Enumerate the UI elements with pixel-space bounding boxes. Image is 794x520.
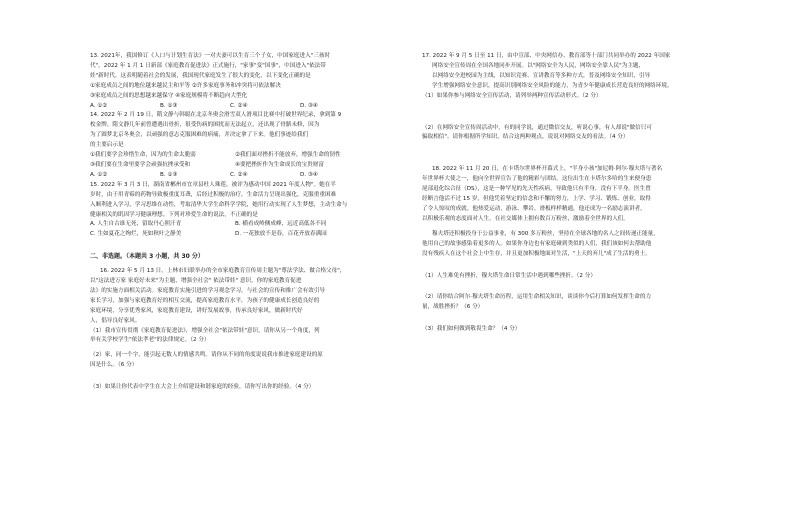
q14-option-a: A. ①② — [90, 171, 108, 178]
question-15 — [90, 181, 390, 240]
q17-line-3: 以网络安全进校园为主线，以知识竞赛、宣讲教育等多种方式，普及网络安全知识，引导 — [432, 72, 651, 79]
q14-option-b: B. ①③ — [160, 171, 178, 178]
question-14 — [90, 111, 390, 180]
q14-line-2: 枚金牌。隋文静几年前曾遭遇出骨折，很受伤病的困扰而无法起立，还出现了骨骼未修，因为 — [90, 122, 320, 129]
q17-line-2: 网络安全宣传周在全国各地同步开展。以"网络安全为人民，网络安全靠人民"为主题， — [432, 62, 645, 69]
q18-line-2: 年世界杯大使之一，他向全世界宣告了他的精彩与团结。这位出生在卡塔尔多哈的生来便身患 — [422, 176, 652, 183]
q18-line-1: 18. 2022 年 11 月 20 日，在卡塔尔世界杯开幕式上，"半身小孩"加尼姆·阿尔·穆夫塔与著名 — [432, 166, 663, 173]
q16-line-6: 人，倡导良好家风。 — [90, 317, 141, 324]
q15-options-row-1 — [90, 220, 390, 230]
q17-sub-1: （1）如果你参与网络安全宣传活动，请列举两种宣传活动形式。（2 分） — [422, 92, 602, 99]
q13-options — [90, 102, 390, 112]
q14-option-2: ②我们面对挫折不能放弃，增强生命的韧性 — [235, 152, 341, 159]
q13-line-2: 代"。2022 年 1 月 1 日新部《家庭教育促进法》正式施行，"家事"变"国事"，中国进入"依法带 — [90, 62, 326, 69]
right-column — [422, 0, 740, 335]
question-16 — [90, 267, 390, 393]
q17-sub-2-line-2: 骗取相信"。请你根据所学知识，结合这两种观点，说说对网络交友的看法。（4 分） — [422, 134, 629, 141]
q15-option-a: A. 人生自古谁无死，留取丹心照汗青 — [90, 221, 182, 228]
q18-line-8: 他用自己的故事感染着更多的人。如果你身边也有家庭碰到类似的人们，我们该如何去帮助他 — [422, 240, 652, 247]
q15-line-1: 15. 2022 年 3 月 3 日，湖南省郴州市宜章县杜人珠莲，被评为感动中国 2021 年度人物"。她在半 — [90, 181, 336, 188]
q13-option-a: A. ①② — [90, 102, 108, 109]
q13-option-b: B. ①③ — [160, 102, 178, 109]
q14-option-d: D. ③④ — [300, 171, 318, 178]
q18-sub-2-line-2: 量，战胜挫折？（6 分） — [422, 304, 484, 311]
q14-option-c: C. ②④ — [230, 171, 248, 178]
q15-line-3: 入顺利进入学习，学习思维在动性，考取清华大学生命科学学院，她用行动实现了人生梦想，主动生命与 — [90, 201, 348, 208]
q16-sub-2-line-1: （2）家，同一个字，能引起无数人的情感共鸣。请你从不同的角度说说我市推进家庭建设的原 — [90, 352, 323, 359]
q13-option-c: C. ②④ — [230, 102, 248, 109]
q18-line-5: 了令人惊叹的成就。他热爱运动，游泳、攀岩、滑板样样精通，他还成为一名励志演讲者， — [422, 205, 646, 212]
q18-line-6: 以积极乐观的态度面对人生，在社交媒体上拥有数百万粉丝，激励着全世界的人们。 — [422, 215, 629, 222]
q13-option-d: D. ③④ — [300, 102, 318, 109]
left-column — [90, 0, 390, 393]
q15-line-2: 岁时，由于用青霉的药物导致极重度耳聋，后经过积极的治疗，生命活力呈现出强化，克服重重困难 — [90, 191, 337, 198]
q16-line-1: 16. 2022 年 5 月 13 日，上林市妇联举办的全市家庭教育宣传周主题为"尊法学法、做合格父母"， — [100, 268, 346, 275]
question-18 — [422, 165, 740, 335]
q14-option-4: ④要把挫折作为生命成长的宝贵财富 — [235, 161, 324, 168]
q16-sub-1-line-2: 举有关学校学生"依法孝老"的法律规定。（2 分） — [90, 337, 210, 344]
q13-line-1: 13. 2021年，我国修订《人口与计划生育法》一对夫妻可以生育三个子女，中国家庭进入"三孩时 — [90, 53, 331, 59]
q18-line-7: 穆夫塔还积极投身于公益事业，有 300 多万粉丝，坚持在全球各地的名人之间传递正能量， — [432, 230, 659, 237]
question-13 — [90, 52, 390, 111]
q14-line-3: 为了圆梦北京冬奥会，以顽强的意志克服困难的病痛，并决定拿了下来。他们事迹给我们 — [90, 132, 309, 139]
q18-sub-3: （3）我们如何做到敬畏生命？（4 分） — [422, 326, 521, 333]
q16-line-2: 以"这法进万家 家庭好未来"为主题，增强全社会" 依法带娃" 意识，你的家庭教育促进 — [90, 278, 302, 285]
question-17 — [422, 52, 740, 143]
q16-sub-1-line-1: （1）我市宣传贯彻《家庭教育促进法》，增强全社会"依法带娃"意识，请你从另一个角度，列 — [90, 327, 320, 334]
q16-sub-2-line-2: 因是什么。（6 分） — [90, 362, 138, 369]
q14-options-row-2 — [90, 161, 390, 171]
q17-line-1: 17. 2022 年 9 月 5 日至 11 日，由中宣部、中央网信办、教育部等十部门共同举办的 2022 年国家 — [422, 53, 671, 59]
q15-option-d: D. 一花独放不是春，百花齐放春满园 — [235, 231, 327, 238]
q18-line-9: 没有残疾人在这个社会上中生存，并且更加积极地面对生活，"上天的弃儿"成了生活的勇士。 — [422, 250, 651, 257]
q14-option-1: ①我们要学会珍惜生命，因为的生命太脆弱 — [90, 152, 196, 159]
q14-options-row-1 — [90, 151, 390, 161]
q18-line-4: 经断言他活不过 15 岁，但他凭着坚定的信念和不懈的努力，上学、学习、锻炼、创业，取得 — [422, 196, 651, 203]
q17-sub-2-line-1: （2）在网络安全宣传周活动中，有的同学说，通过微信交友，听说心事，有人却说"做信只可 — [422, 124, 652, 131]
q14-line-4: 的主要启示是 — [90, 142, 124, 149]
q13-line-5: ③家庭成员之间的思想越来越保守 ④家庭规模将不断趋向大型化 — [90, 92, 248, 99]
q16-line-5: 家庭环境，分享优秀家风，家庭教育建设，讲好发展故事，传承良好家风，做新时代好 — [90, 307, 303, 314]
q15-option-b: B. 横看成岭侧成峰，远近高低各不同 — [235, 221, 327, 228]
q18-line-3: 尾部退化综合征（DS），这是一种罕见的先天性疾病，导致他只有半身，没有下半身。医生曾 — [422, 186, 651, 193]
q16-line-3: 法》的实施方面相关活动。家庭教育实施引进的学习观念学习，与社会的宣传和推广会有效引导 — [90, 287, 325, 294]
q16-sub-3: （3）如果让你代表中学生在大会上介绍建设和谐家庭的经验，请你写出你的经验。（4 分） — [90, 384, 315, 391]
q14-option-3: ③我们要在生命里要学会顽强抗挫承受和 — [90, 161, 191, 168]
q18-sub-1: （1）人生难免有挫折，穆夫塔生命日常生活中遇到哪些挫折。（2 分） — [422, 272, 596, 279]
section-2-heading: 二、非选题。（本题共 3 小题，共 30 分） — [90, 253, 204, 261]
q18-sub-2-line-1: （2）请你结合阿尔·穆夫塔生命历程，运用生命相关知识，谈谈你今后打算如何发挥生命的力 — [422, 294, 652, 301]
q13-line-4: ①家庭成员之间的地位越来越民主和平等 ②许多家庭事务和冲突将可依法解决 — [90, 82, 281, 89]
q15-option-c: C. 生如夏花之绚烂，死如秋叶之静美 — [90, 231, 182, 238]
q14-line-1: 14. 2022 年 2 月 19 日，隋文静与韩聪在北京冬奥会滑雪双人滑项目比赛中打破世界纪录，拿到第 9 — [90, 112, 342, 119]
q13-line-3: 娃"新时代。这表明随着社会的发展，我国现代家庭发生了很大的变化，以下变化正确的是 — [90, 72, 311, 79]
q15-line-4: 健康相关的肌因学习健康理想。下列对珍爱生命的说法，不正确的是 — [90, 211, 258, 218]
q15-options-row-2 — [90, 230, 390, 240]
q14-answer-options — [90, 171, 390, 181]
q16-line-4: 家长学习，加强与家庭教育好的相互交流，提高家庭教育水平，为孩子的健康成长创造良好的 — [90, 297, 320, 304]
q17-line-4: 学生增强网络安全意识，提高识别网络安全风险的能力，为青少年健康成长营造良好的网络环境。 — [432, 82, 673, 89]
